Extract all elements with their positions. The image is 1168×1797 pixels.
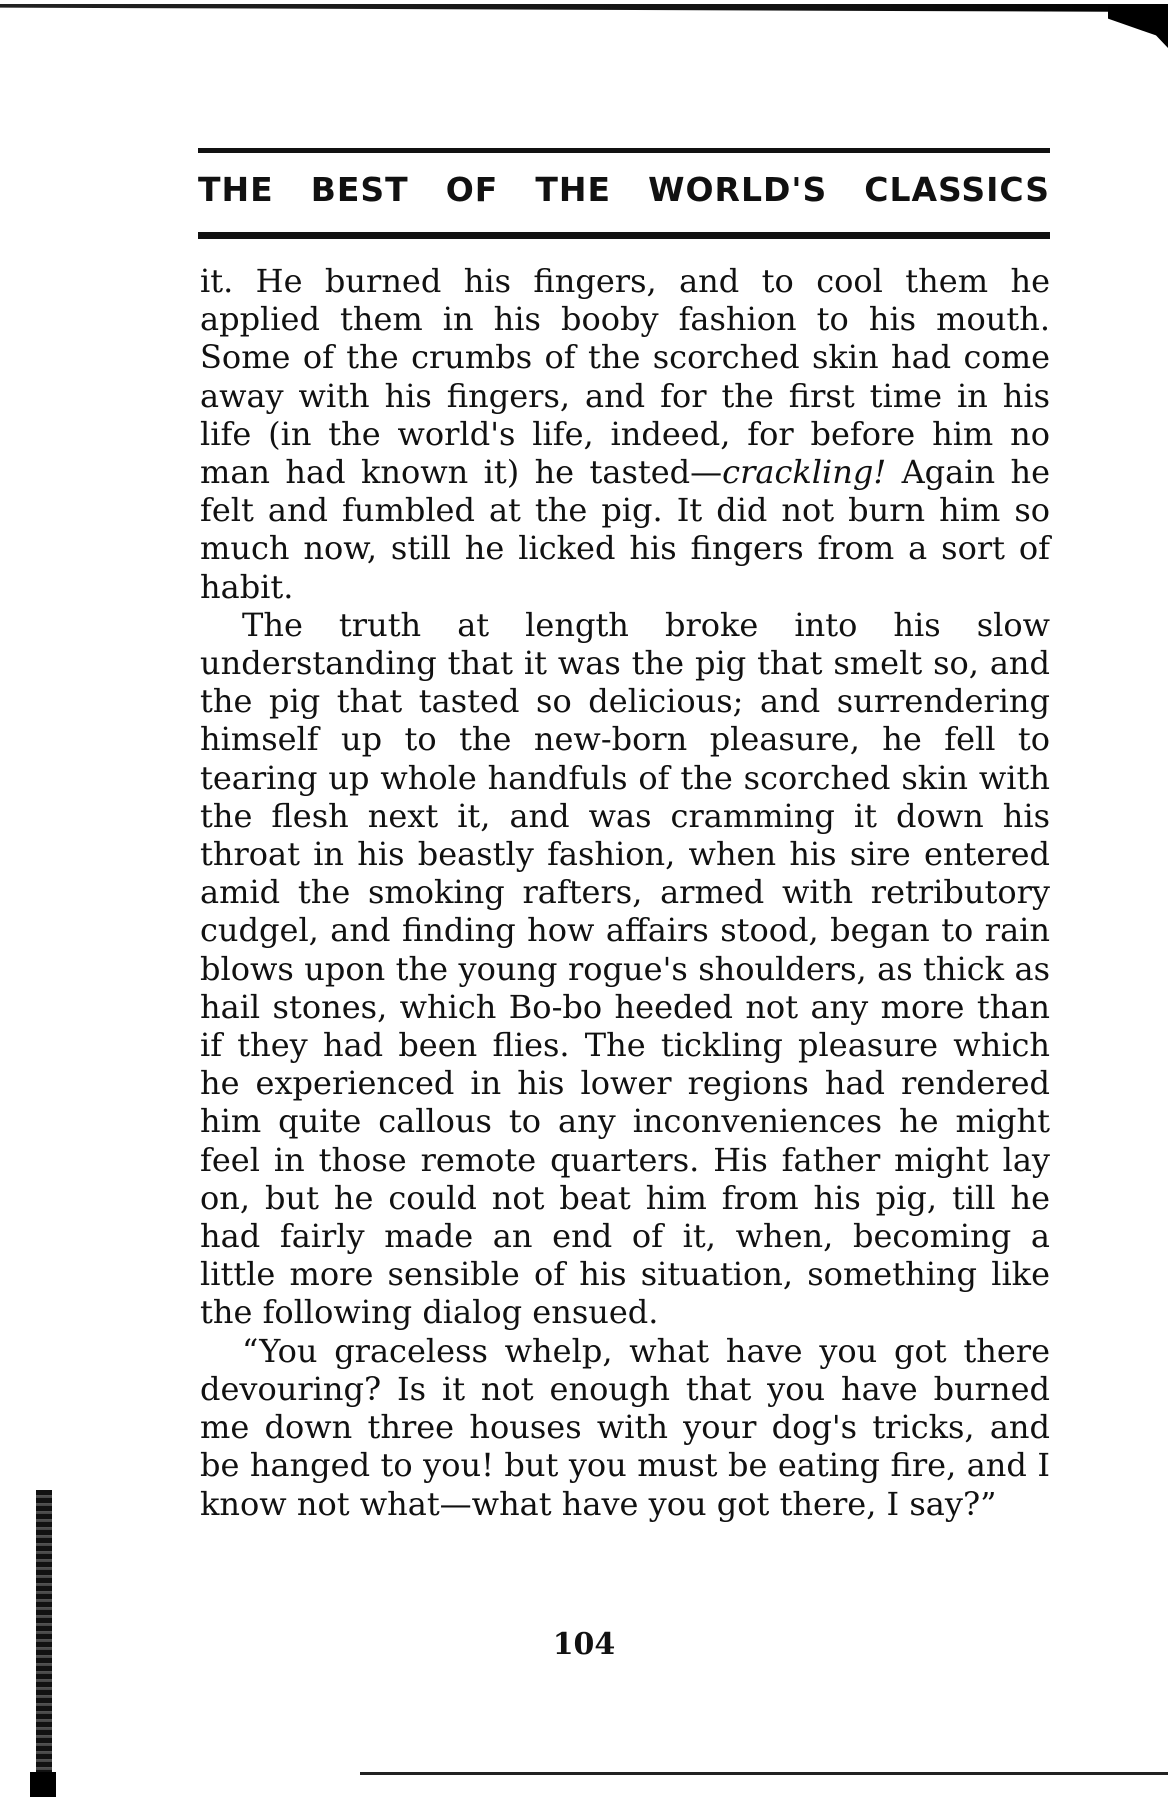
paragraph-1 [200, 262, 1050, 606]
binding-foot [30, 1772, 56, 1797]
page-number: 104 [552, 1627, 616, 1662]
body-text [200, 262, 1050, 1523]
scan-edge-bottom [360, 1772, 1168, 1775]
paragraph-3: “You graceless whelp, what have you got there devouring? Is it not enough that you have burned me down three houses with your dog's tricks, and be hanged to you! but you must be eating fire, and I know not what—what have you got there, I say?” [200, 1331, 1050, 1523]
paragraph-2: The truth at length broke into his slow understanding that it was the pig that smelt so, and the pig that tasted so delicious; and surrendering himself up to the new-born pleasure, he fell to tearing up whole handfuls of the scorched skin with the flesh next it, and was cramming it down his throat in his beastly fashion, when his sire entered amid the smoking rafters, armed with retributory cudgel, and finding how affairs stood, began to rain blows upon the young rogue's shoulders, as thick as hail stones, which Bo-bo heeded not any more than if they had been flies. The tickling pleasure which he experienced in his lower regions had rendered him quite callous to any inconveniences he might feel in those remote quarters. His father might lay on, but he could not beat him from his pig, till he had fairly made an end of it, when, becoming a little more sensible of his situation, something like the following dialog ensued. [200, 605, 1050, 1332]
paragraph-1-continued: Again he felt and fumbled at the pig. It did not burn him so much now, still he licked his fingers from a sort of habit. [200, 453, 1051, 606]
scan-edge-top [0, 4, 1168, 12]
binding-edge [36, 1490, 52, 1797]
scan-corner-shadow [1108, 6, 1168, 48]
header-rule-bottom [198, 232, 1050, 239]
running-head: THE BEST OF THE WORLD'S CLASSICS [198, 170, 1050, 209]
paragraph-1-text: it. He burned his fingers, and to cool them he applied them in his booby fashion to his mouth. Some of the crumbs of the scorched skin had come away with his fingers, and for the first time in his life (in the world's life, indeed, for before him no man had known it) he tasted— [200, 262, 1050, 492]
header-rule-top [198, 148, 1050, 153]
emphasis-crackling: crackling! [722, 453, 887, 492]
